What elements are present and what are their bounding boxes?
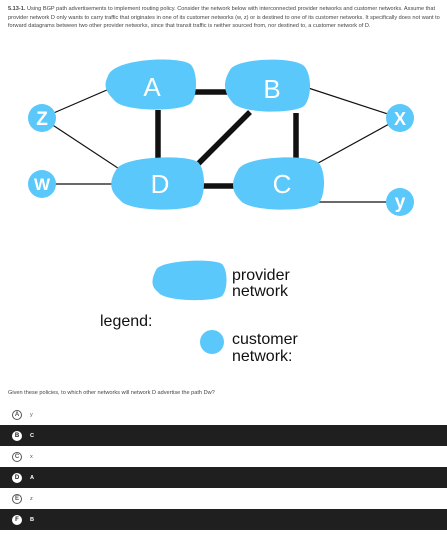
question-text bbox=[8, 5, 440, 31]
legend-title: legend: bbox=[100, 313, 153, 330]
customer-label-y: y bbox=[394, 192, 406, 213]
question-body: Using BGP path advertisements to implement routing policy. Consider the network below with interconnected provider networks and customer networks. Assume that provider network D only wants to carry traffic that originates in one of its customer networks (w, z) or is destined to one of its customer networks. It specifically does not want to forward datagrams between two other provider networks, since that transit traffic is neither sourced from, nor destined to, a customer network of D. bbox=[8, 6, 440, 30]
link-z-d bbox=[42, 118, 130, 176]
network-diagram bbox=[0, 58, 447, 383]
option-b[interactable] bbox=[0, 425, 447, 446]
provider-label-c: C bbox=[272, 169, 292, 199]
customer-label-w: W bbox=[33, 175, 51, 194]
legend-customer-label-line2: network: bbox=[232, 348, 293, 365]
option-text-b: C bbox=[30, 432, 35, 439]
legend-customer-label-line1: customer bbox=[232, 331, 298, 348]
option-letter-e: E bbox=[12, 494, 22, 504]
answer-prompt: Given these policies, to which other networks will network D advertise the path Dw? bbox=[8, 390, 215, 396]
option-letter-f: F bbox=[12, 515, 22, 525]
option-text-f: B bbox=[30, 516, 35, 523]
legend-provider-label-line1: provider bbox=[232, 267, 290, 284]
customer-label-x: X bbox=[393, 109, 407, 129]
option-text-d: A bbox=[30, 474, 35, 481]
option-letter-a: A bbox=[12, 410, 22, 420]
provider-label-b: B bbox=[263, 74, 281, 104]
option-e[interactable] bbox=[0, 488, 447, 509]
option-text-e: z bbox=[30, 495, 33, 502]
legend-provider-swatch bbox=[153, 261, 227, 300]
option-a[interactable] bbox=[0, 404, 447, 425]
provider-label-a: A bbox=[143, 72, 161, 102]
legend-provider-label-line2: network bbox=[232, 283, 289, 300]
legend-customer-swatch bbox=[200, 330, 224, 354]
option-f[interactable] bbox=[0, 509, 447, 530]
question-number: 5.13-1. bbox=[8, 6, 26, 12]
option-letter-c: C bbox=[12, 452, 22, 462]
option-letter-b: B bbox=[12, 431, 22, 441]
link-b-d bbox=[192, 112, 250, 170]
option-c[interactable] bbox=[0, 446, 447, 467]
option-letter-d: D bbox=[12, 473, 22, 483]
customer-label-z: Z bbox=[36, 109, 48, 130]
option-text-a: y bbox=[30, 411, 33, 418]
option-text-c: x bbox=[30, 453, 33, 460]
provider-label-d: D bbox=[150, 169, 170, 199]
option-d[interactable] bbox=[0, 467, 447, 488]
answer-options bbox=[0, 404, 447, 530]
